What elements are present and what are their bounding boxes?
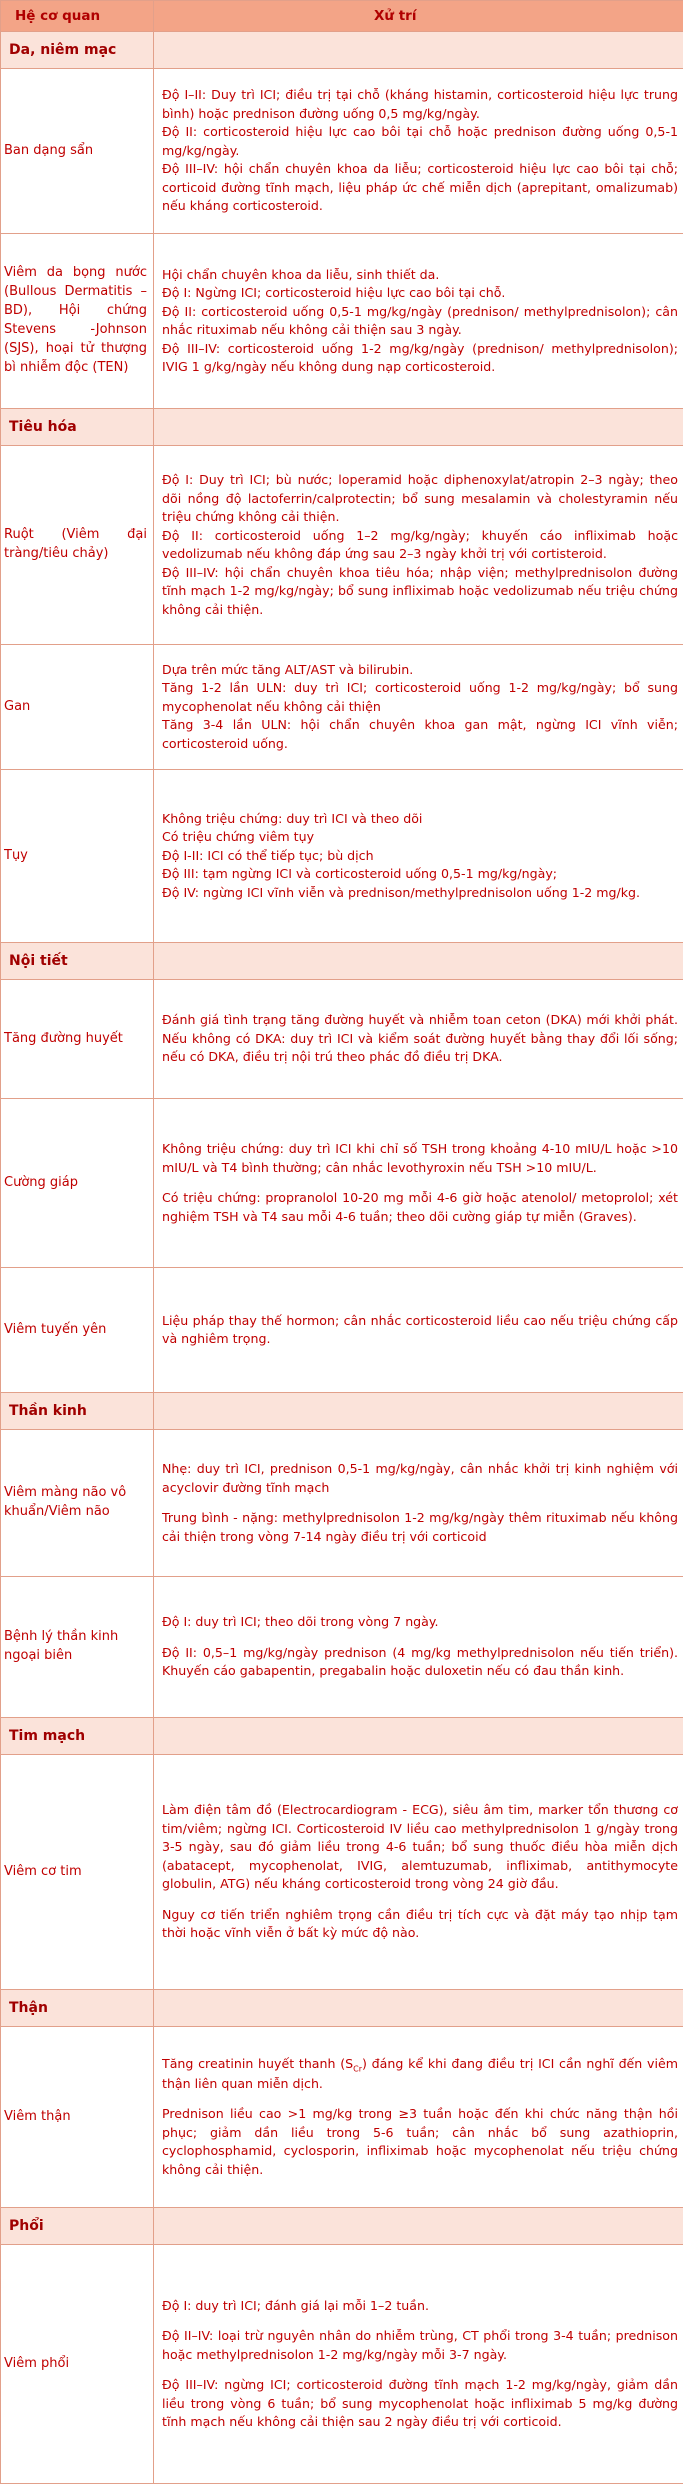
treatment-cell [154, 2027, 683, 2208]
organ-cell: Tăng đường huyết [1, 980, 154, 1099]
treatment-line: Độ II: corticosteroid uống 0,5-1 mg/kg/ngày (prednison/ methylprednisolon); cân nhắc rituximab nếu không cải thiện sau 3 ngày. [162, 303, 678, 340]
treatment-line: Độ III–IV: ngừng ICI; corticosteroid đường tĩnh mạch 1-2 mg/kg/ngày, giảm dần liều trong vòng 6 tuần; bổ sung mycophenolat hoặc infliximab 5 mg/kg đường tĩnh mạch nếu không cải thiện sau 2 ngày điều trị với corticoid. [162, 2376, 678, 2432]
treatment-line: Độ II–IV: loại trừ nguyên nhân do nhiễm trùng, CT phổi trong 3-4 tuần; prednison hoặc methylprednisolon 1-2 mg/kg/ngày mỗi 3-7 ngày. [162, 2327, 678, 2364]
table-row [1, 1430, 683, 1577]
treatment-line: Có triệu chứng viêm tụy [162, 828, 678, 847]
header-treatment: Xử trí [154, 1, 683, 32]
treatment-line: Nhẹ: duy trì ICI, prednison 0,5-1 mg/kg/ngày, cân nhắc khởi trị kinh nghiệm với acyclovir đường tĩnh mạch [162, 1460, 678, 1497]
treatment-line: Liệu pháp thay thế hormon; cân nhắc corticosteroid liều cao nếu triệu chứng cấp và nghiêm trọng. [162, 1312, 678, 1349]
treatment-line: Nguy cơ tiến triển nghiêm trọng cần điều trị tích cực và đặt máy tạo nhịp tạm thời hoặc vĩnh viễn ở bất kỳ mức độ nào. [162, 1906, 678, 1943]
section-row [1, 1990, 683, 2027]
table-row [1, 1755, 683, 1990]
treatment-line: Độ IV: ngừng ICI vĩnh viễn và prednison/methylprednisolon uống 1-2 mg/kg. [162, 884, 678, 903]
treatment-line: Không triệu chứng: duy trì ICI khi chỉ số TSH trong khoảng 4-10 mIU/L hoặc >10 mIU/L và T4 bình thường; cân nhắc levothyroxin nếu TSH >10 mIU/L. [162, 1140, 678, 1177]
organ-cell: Viêm phổi [1, 2245, 154, 2484]
treatment-line: Đánh giá tình trạng tăng đường huyết và nhiễm toan ceton (DKA) mới khởi phát. Nếu không có DKA: duy trì ICI và kiểm soát đường huyết bằng thay đổi lối sống; nếu có DKA, điều trị nội trú theo phác đồ điều trị DKA. [162, 1011, 678, 1067]
treatment-line: Độ II: 0,5–1 mg/kg/ngày prednison (4 mg/kg methylprednisolon nếu tiến triển). Khuyến cáo gabapentin, pregabalin hoặc duloxetin nếu có đau thần kinh. [162, 1644, 678, 1681]
treatment-line: Prednison liều cao >1 mg/kg trong ≥3 tuần hoặc đến khi chức năng thận hồi phục; giảm dần liều trong 5-6 tuần; cân nhắc bổ sung azathioprin, cyclophosphamid, cyclosporin, infliximab hoặc mycophenolat nếu triệu chứng không cải thiện. [162, 2105, 678, 2179]
table-row [1, 1268, 683, 1393]
table-row [1, 645, 683, 770]
table-row [1, 2245, 683, 2484]
treatment-cell [154, 69, 683, 234]
organ-cell: Viêm cơ tim [1, 1755, 154, 1990]
table-row [1, 980, 683, 1099]
section-title-skin: Da, niêm mạc [1, 32, 154, 69]
treatment-line: Hội chẩn chuyên khoa da liễu, sinh thiết da. [162, 266, 678, 285]
treatment-line: Không triệu chứng: duy trì ICI và theo dõi [162, 810, 678, 829]
treatment-line: Tăng 3-4 lần ULN: hội chẩn chuyên khoa gan mật, ngừng ICI vĩnh viễn; corticosteroid uống. [162, 716, 678, 753]
section-title-endocrine: Nội tiết [1, 943, 154, 980]
treatment-line: Có triệu chứng: propranolol 10-20 mg mỗi 4-6 giờ hoặc atenolol/ metoprolol; xét nghiệm TSH và T4 sau mỗi 4-6 tuần; theo dõi cường giáp tự miễn (Graves). [162, 1189, 678, 1226]
treatment-line: Độ III–IV: corticosteroid uống 1-2 mg/kg/ngày (prednison/ methylprednisolon); IVIG 1 g/kg/ngày nếu không dung nạp corticosteroid. [162, 340, 678, 377]
section-row [1, 1393, 683, 1430]
organ-cell: Viêm thận [1, 2027, 154, 2208]
treatment-line: Độ III–IV: hội chẩn chuyên khoa da liễu; corticosteroid hiệu lực cao bôi tại chỗ; corticoid đường tĩnh mạch, liệu pháp ức chế miễn dịch (aprepitant, omalizumab) nếu kháng corticosteroid. [162, 160, 678, 216]
treatment-line: Tăng 1-2 lần ULN: duy trì ICI; corticosteroid uống 1-2 mg/kg/ngày; bổ sung mycophenolat nếu không cải thiện [162, 679, 678, 716]
treatment-line: Độ II: corticosteroid uống 1–2 mg/kg/ngày; khuyến cáo infliximab hoặc vedolizumab nếu không đáp ứng sau 2–3 ngày khởi trị với cortisteroid. [162, 527, 678, 564]
treatment-cell [154, 645, 683, 770]
section-title-cardiovascular: Tim mạch [1, 1718, 154, 1755]
treatment-cell [154, 2245, 683, 2484]
table-row [1, 446, 683, 645]
section-title-digestive: Tiêu hóa [1, 409, 154, 446]
treatment-cell [154, 446, 683, 645]
treatment-cell [154, 1577, 683, 1718]
treatment-line: Độ I–II: Duy trì ICI; điều trị tại chỗ (kháng histamin, corticosteroid hiệu lực trung bình) hoặc prednison đường uống 0,5 mg/kg/ngày. [162, 86, 678, 123]
table-row [1, 2027, 683, 2208]
section-row [1, 32, 683, 69]
treatment-line: Độ III: tạm ngừng ICI và corticosteroid uống 0,5-1 mg/kg/ngày; [162, 865, 678, 884]
header-row [1, 1, 683, 32]
table-row [1, 770, 683, 943]
section-row [1, 409, 683, 446]
treatment-line: Độ I: duy trì ICI; đánh giá lại mỗi 1–2 tuần. [162, 2297, 678, 2316]
table-row [1, 1099, 683, 1268]
organ-cell: Ban dạng sẩn [1, 69, 154, 234]
treatment-cell [154, 1099, 683, 1268]
table-row [1, 69, 683, 234]
treatment-cell [154, 234, 683, 409]
treatment-line: Dựa trên mức tăng ALT/AST và bilirubin. [162, 661, 678, 680]
section-row [1, 2208, 683, 2245]
treatment-cell [154, 770, 683, 943]
organ-cell: Ruột (Viêm đại tràng/tiêu chảy) [1, 446, 154, 645]
treatment-line: Trung bình - nặng: methylprednisolon 1-2 mg/kg/ngày thêm rituximab nếu không cải thiện trong vòng 7-14 ngày điều trị với corticoid [162, 1509, 678, 1546]
organ-cell: Viêm màng não vô khuẩn/Viêm não [1, 1430, 154, 1577]
section-title-lung: Phổi [1, 2208, 154, 2245]
treatment-line: Độ II: corticosteroid hiệu lực cao bôi tại chỗ hoặc prednison đường uống 0,5-1 mg/kg/ngày. [162, 123, 678, 160]
treatment-cell [154, 980, 683, 1099]
organ-cell: Cường giáp [1, 1099, 154, 1268]
organ-cell: Bệnh lý thần kinh ngoại biên [1, 1577, 154, 1718]
section-row [1, 1718, 683, 1755]
treatment-line: Độ I: Ngừng ICI; corticosteroid hiệu lực cao bôi tại chỗ. [162, 284, 678, 303]
treatment-cell [154, 1430, 683, 1577]
table-row [1, 234, 683, 409]
treatment-cell [154, 1268, 683, 1393]
section-title-kidney: Thận [1, 1990, 154, 2027]
treatment-cell [154, 1755, 683, 1990]
section-title-nervous: Thần kinh [1, 1393, 154, 1430]
treatment-line: Làm điện tâm đồ (Electrocardiogram - ECG), siêu âm tim, marker tổn thương cơ tim/viêm; ngừng ICI. Corticosteroid IV liều cao methylprednisolon 1 g/ngày trong 3-5 ngày, sau đó giảm liều trong 4-6 tuần; bổ sung thuốc điều hòa miễn dịch (abatacept, mycophenolat, IVIG, alemtuzumab, infliximab, antithymocyte globulin, ATG) nếu kháng corticosteroid trong vòng 24 giờ đầu. [162, 1801, 678, 1894]
treatment-line: Độ I: Duy trì ICI; bù nước; loperamid hoặc diphenoxylat/atropin 2–3 ngày; theo dõi nồng độ lactoferrin/calprotectin; bổ sung mesalamin và cholestyramin nếu triệu chứng không cải thiện. [162, 471, 678, 527]
organ-cell: Viêm da bọng nước (Bullous Dermatitis – BD), Hội chứng Stevens -Johnson (SJS), hoại tử thượng bì nhiễm độc (TEN) [1, 234, 154, 409]
section-row [1, 943, 683, 980]
treatment-line: Độ III–IV: hội chẩn chuyên khoa tiêu hóa; nhập viện; methylprednisolon đường tĩnh mạch 1-2 mg/kg/ngày; bổ sung infliximab hoặc vedolizumab nếu triệu chứng không cải thiện. [162, 564, 678, 620]
treatment-line: Độ I-II: ICI có thể tiếp tục; bù dịch [162, 847, 678, 866]
table-row [1, 1577, 683, 1718]
organ-cell: Tụy [1, 770, 154, 943]
organ-cell: Viêm tuyến yên [1, 1268, 154, 1393]
organ-cell: Gan [1, 645, 154, 770]
treatment-line: Độ I: duy trì ICI; theo dõi trong vòng 7 ngày. [162, 1613, 678, 1632]
treatment-line: Tăng creatinin huyết thanh $(S_{Cr})$ đáng kể khi đang điều trị ICI cần nghĩ đến viêm thận liên quan miễn dịch. [162, 2055, 678, 2094]
header-organ-system: Hệ cơ quan [1, 1, 154, 32]
